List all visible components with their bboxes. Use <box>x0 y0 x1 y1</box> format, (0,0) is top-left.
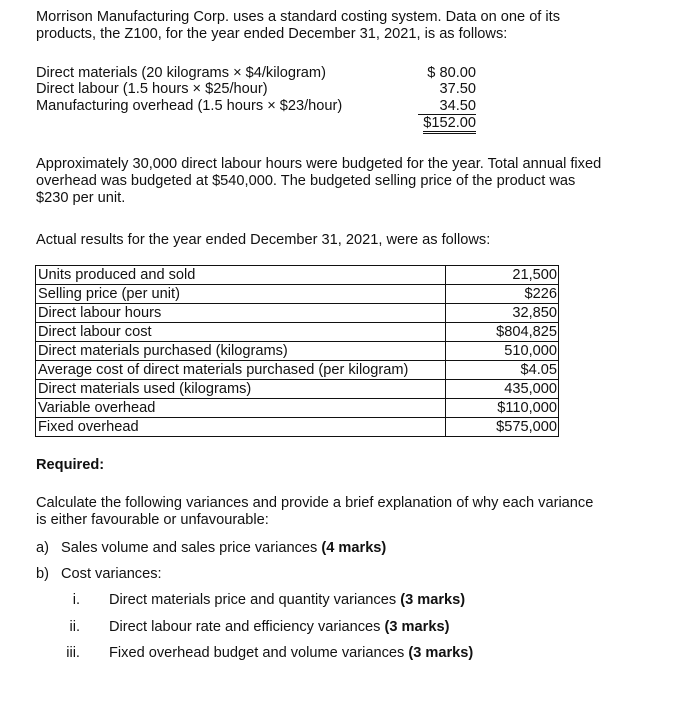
required-heading: Required: <box>36 457 105 473</box>
instruction-line: is either favourable or unfavourable: <box>36 512 269 528</box>
sub-marker: ii. <box>69 619 80 635</box>
table-row <box>36 361 559 380</box>
row-value: 21,500 <box>446 266 559 285</box>
row-value: $4.05 <box>446 361 559 380</box>
list-marker: a) <box>36 540 49 556</box>
table-row <box>36 266 559 285</box>
table-row <box>36 399 559 418</box>
standard-cost-label: Direct labour (1.5 hours × $25/hour) <box>36 81 268 97</box>
sub-item-text: Direct materials price and quantity variances <box>109 592 401 608</box>
list-item-text: Cost variances: <box>61 566 162 582</box>
standard-cost-amount: $ 80.00 <box>427 65 476 81</box>
table-row <box>36 342 559 361</box>
budget-paragraph <box>36 156 676 207</box>
sub-item-text: Fixed overhead budget and volume variances <box>109 645 409 661</box>
standard-cost-amount: 37.50 <box>439 81 476 97</box>
standard-cost-row <box>36 81 476 97</box>
table-row <box>36 304 559 323</box>
marks-label: (3 marks) <box>384 619 450 635</box>
table-row <box>36 323 559 342</box>
standard-cost-row <box>36 98 476 114</box>
row-label: Direct labour hours <box>36 304 446 323</box>
row-value: 435,000 <box>446 380 559 399</box>
row-value: $575,000 <box>446 418 559 437</box>
required-instruction <box>36 495 676 529</box>
marks-label: (3 marks) <box>400 592 466 608</box>
row-label: Fixed overhead <box>36 418 446 437</box>
standard-cost-total-row <box>36 116 476 132</box>
row-label: Units produced and sold <box>36 266 446 285</box>
sub-marker: iii. <box>66 645 80 661</box>
table-row <box>36 418 559 437</box>
actual-results-intro: Actual results for the year ended December 31, 2021, were as follows: <box>36 232 491 248</box>
standard-cost-total: $152.00 <box>423 116 476 134</box>
list-marker: b) <box>36 566 49 582</box>
row-label: Variable overhead <box>36 399 446 418</box>
row-value: 32,850 <box>446 304 559 323</box>
instruction-line: Calculate the following variances and provide a brief explanation of why each variance <box>36 495 594 511</box>
row-label: Average cost of direct materials purchased (per kilogram) <box>36 361 446 380</box>
row-label: Direct labour cost <box>36 323 446 342</box>
row-label: Direct materials purchased (kilograms) <box>36 342 446 361</box>
row-value: 510,000 <box>446 342 559 361</box>
standard-cost-row <box>36 65 476 81</box>
table-row <box>36 285 559 304</box>
sub-marker: i. <box>72 592 80 608</box>
standard-cost-label: Manufacturing overhead (1.5 hours × $23/hour) <box>36 98 343 114</box>
row-value: $226 <box>446 285 559 304</box>
row-label: Selling price (per unit) <box>36 285 446 304</box>
row-value: $804,825 <box>446 323 559 342</box>
intro-paragraph <box>36 9 676 43</box>
standard-cost-label: Direct materials (20 kilograms × $4/kilogram) <box>36 65 326 81</box>
budget-line: Approximately 30,000 direct labour hours were budgeted for the year. Total annual fixed <box>36 156 602 172</box>
marks-label: (3 marks) <box>408 645 474 661</box>
table-row <box>36 380 559 399</box>
intro-line: products, the Z100, for the year ended December 31, 2021, is as follows: <box>36 26 508 42</box>
actual-results-table <box>35 265 559 437</box>
budget-line: overhead was budgeted at $540,000. The budgeted selling price of the product was <box>36 173 576 189</box>
intro-line: Morrison Manufacturing Corp. uses a standard costing system. Data on one of its <box>36 9 561 25</box>
list-item-text: Sales volume and sales price variances <box>61 540 322 556</box>
budget-line: $230 per unit. <box>36 190 126 206</box>
marks-label: (4 marks) <box>321 540 387 556</box>
row-value: $110,000 <box>446 399 559 418</box>
sub-item-text: Direct labour rate and efficiency variances <box>109 619 385 635</box>
standard-cost-amount: 34.50 <box>418 98 476 115</box>
row-label: Direct materials used (kilograms) <box>36 380 446 399</box>
